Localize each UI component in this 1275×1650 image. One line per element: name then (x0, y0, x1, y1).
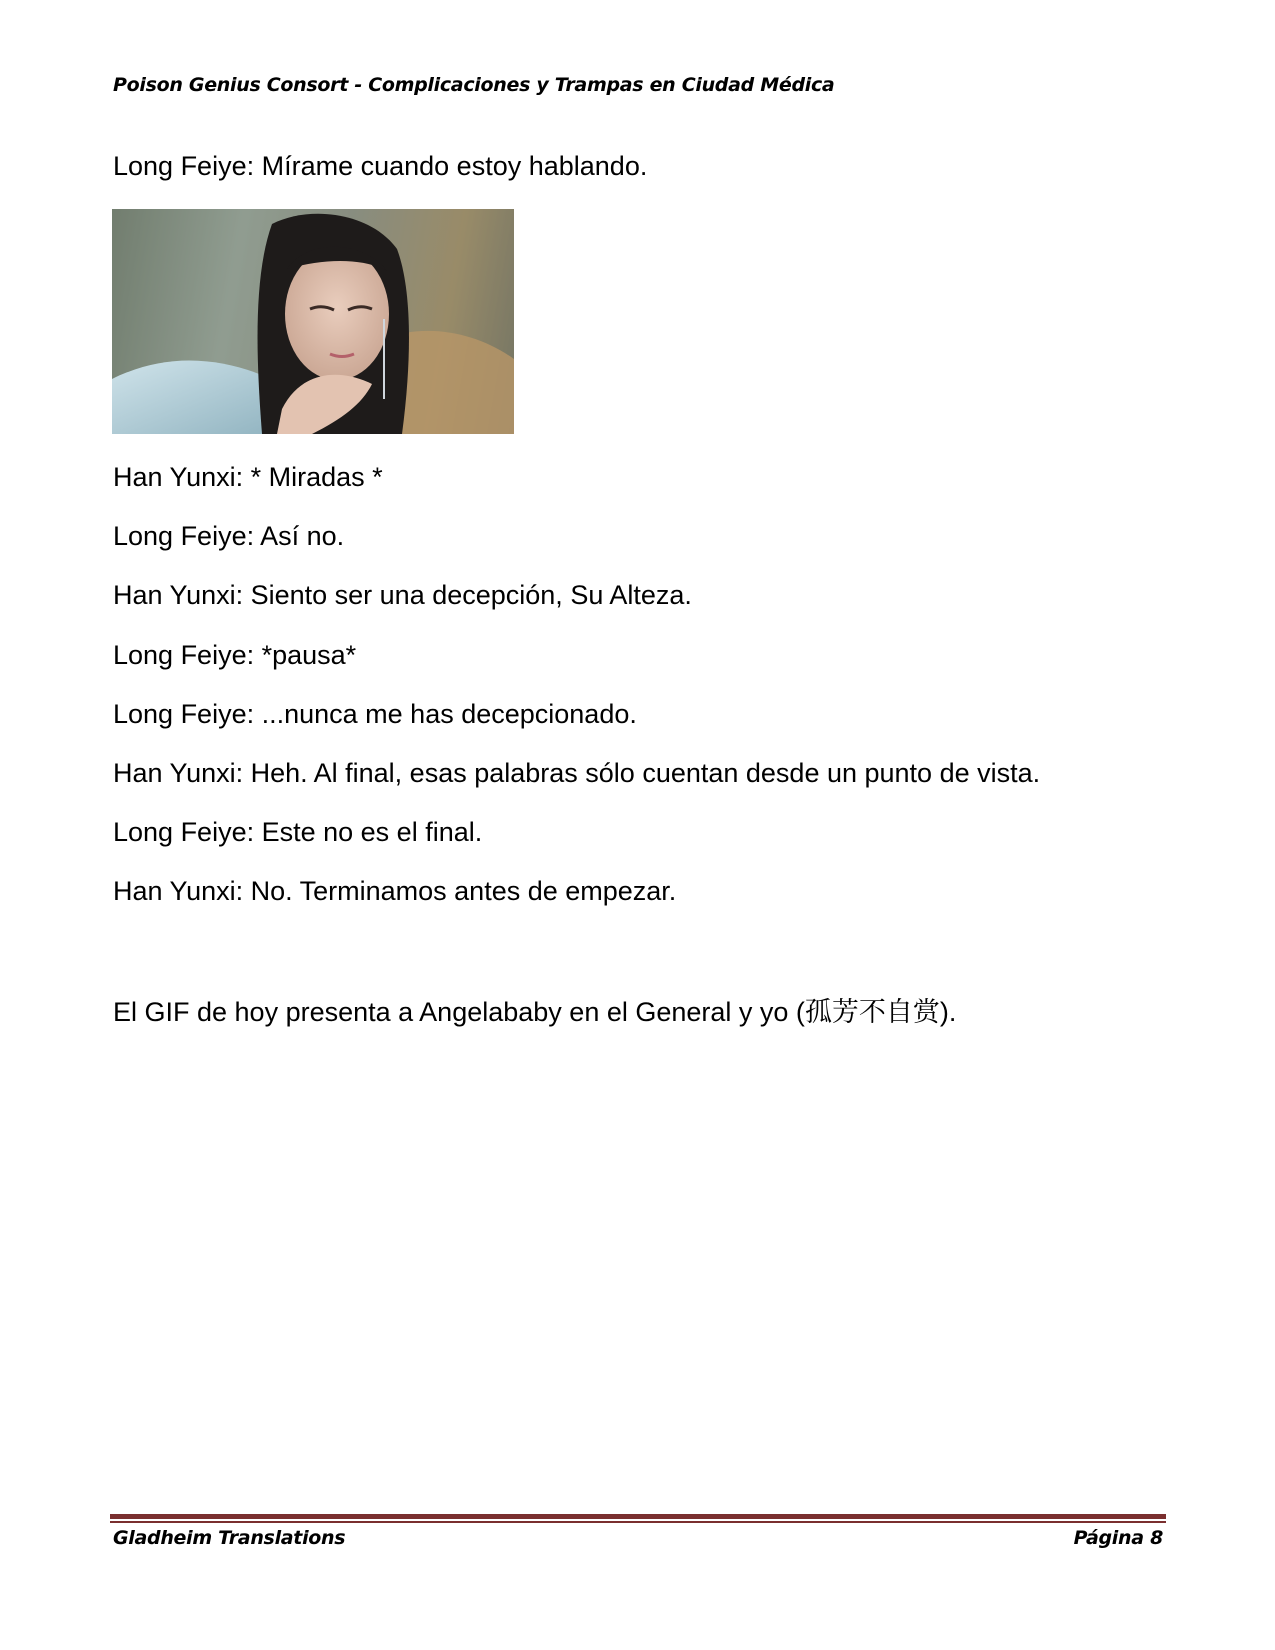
dialogue-line: Long Feiye: *pausa* (113, 640, 357, 670)
dialogue-line: Han Yunxi: Siento ser una decepción, Su Alteza. (113, 580, 692, 610)
footer-rule-thin (110, 1521, 1166, 1523)
footer-rule (110, 1514, 1166, 1519)
dialogue-line: Han Yunxi: * Miradas * (113, 462, 383, 492)
footer-publisher: Gladheim Translations (113, 1527, 346, 1549)
scene-photo (112, 209, 514, 434)
dialogue-line: Long Feiye: Mírame cuando estoy hablando. (113, 151, 648, 181)
page-header-title: Poison Genius Consort - Complicaciones y Trampas en Ciudad Médica (113, 74, 835, 96)
page-number: Página 8 (1073, 1527, 1163, 1549)
dialogue-line: Han Yunxi: No. Terminamos antes de empezar. (113, 876, 677, 906)
dialogue-line: Long Feiye: Este no es el final. (113, 817, 483, 847)
dialogue-line: Long Feiye: ...nunca me has decepcionado. (113, 699, 637, 729)
gif-note: El GIF de hoy presenta a Angelababy en el General y yo (孤芳不自赏). (113, 997, 957, 1027)
dialogue-line: Han Yunxi: Heh. Al final, esas palabras sólo cuentan desde un punto de vista. (113, 758, 1041, 788)
dialogue-line: Long Feiye: Así no. (113, 521, 345, 551)
